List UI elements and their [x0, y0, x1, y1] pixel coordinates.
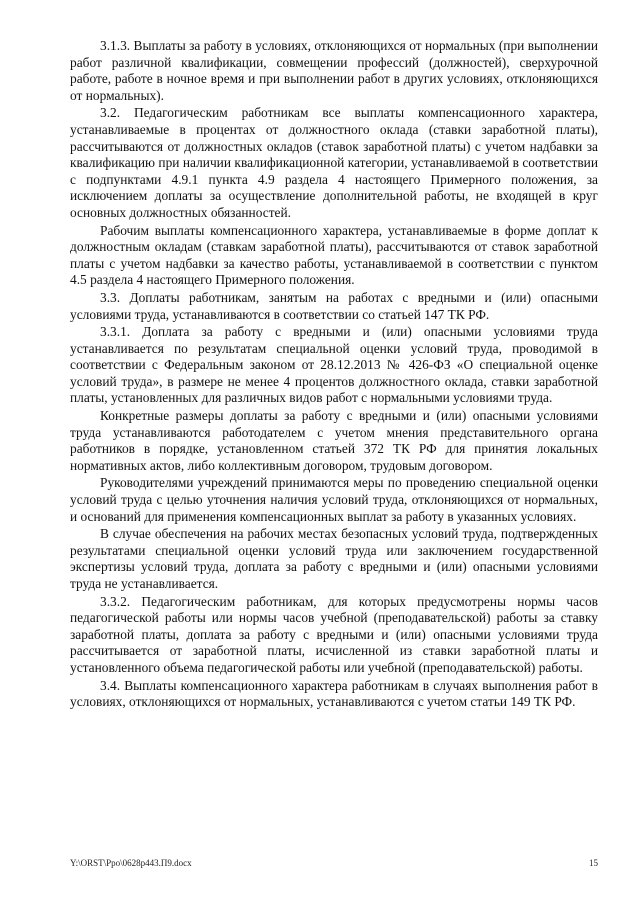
paragraph-3-3-2: 3.3.2. Педагогическим работникам, для которых предусмотрены нормы часов педагогической работы или нормы часов учебной (преподавательской) работы за ставку заработной платы, доплата за работу с вредными и (или) опасными условиями труда рассчитывается от заработной платы, исчисленной из ставки заработной платы и установленного объема педагогической работы или учебной (преподавательской) работы.: [70, 593, 598, 675]
paragraph-workers-payments: Рабочим выплаты компенсационного характера, устанавливаемые в форме доплат к должностным окладам (ставкам заработной платы), рассчитываются от ставок заработной платы с учетом надбавки за качество работы, устанавливаемой в соответствии с пунктом 4.5 раздела 4 настоящего Примерного положения.: [70, 222, 598, 288]
paragraph-3-1-3: 3.1.3. Выплаты за работу в условиях, отклоняющихся от нормальных (при выполнении работ различной квалификации, совмещении профессий (должностей), сверхурочной работе, работе в ночное время и при выполнении работ в других условиях, отклоняющихся от нормальных).: [70, 38, 598, 103]
footer-file-path: Y:\ORST\Ppo\0628p443.П9.docx: [70, 858, 192, 868]
paragraph-3-2: 3.2. Педагогическим работникам все выплаты компенсационного характера, устанавливаемые в процентах от должностного оклада (ставки заработной платы), рассчитываются от должностных окладов (ставок заработной платы) с учетом надбавки за квалификацию при наличии квалификационной категории, устанавливаемой в соответствии с подпунктами 4.9.1 пункта 4.9 раздела 4 настоящего Примерного положения, за исключением доплаты за осуществление дополнительной работы, не входящей в круг основных должностных обязанностей.: [70, 105, 598, 220]
paragraph-3-3-1: 3.3.1. Доплата за работу с вредными и (или) опасными условиями труда устанавливается по результатам специальной оценки условий труда, проводимой в соответствии с Федеральным законом от 28.12.2013 № 426-ФЗ «О специальной оценке условий труда», в размере не менее 4 процентов должностного оклада, ставки заработной платы, установленных для различных видов работ с нормальными условиями труда.: [70, 324, 598, 406]
page-number: 15: [589, 858, 598, 868]
document-body: [70, 38, 598, 712]
paragraph-3-3: 3.3. Доплаты работникам, занятым на работах с вредными и (или) опасными условиями труда, устанавливаются в соответствии со статьей 147 ТК РФ.: [70, 289, 598, 322]
paragraph-specific-amounts: Конкретные размеры доплаты за работу с вредными и (или) опасными условиями труда устанавливаются работодателем с учетом мнения представительного органа работников в порядке, установленном статьей 372 ТК РФ для принятия локальных нормативных актов, либо коллективным договором, трудовым договором.: [70, 408, 598, 473]
paragraph-3-4: 3.4. Выплаты компенсационного характера работникам в случаях выполнения работ в условиях, отклоняющихся от нормальных, устанавливаются с учетом статьи 149 ТК РФ.: [70, 677, 598, 710]
paragraph-heads-measures: Руководителями учреждений принимаются меры по проведению специальной оценки условий труда с целью уточнения наличия условий труда, отклоняющихся от нормальных, и оснований для применения компенсационных выплат за работу в указанных условиях.: [70, 475, 598, 524]
paragraph-safe-conditions: В случае обеспечения на рабочих местах безопасных условий труда, подтвержденных результатами специальной оценки условий труда или заключением государственной экспертизы условий труда, доплата за работу с вредными и (или) опасными условиями труда не устанавливается.: [70, 526, 598, 591]
